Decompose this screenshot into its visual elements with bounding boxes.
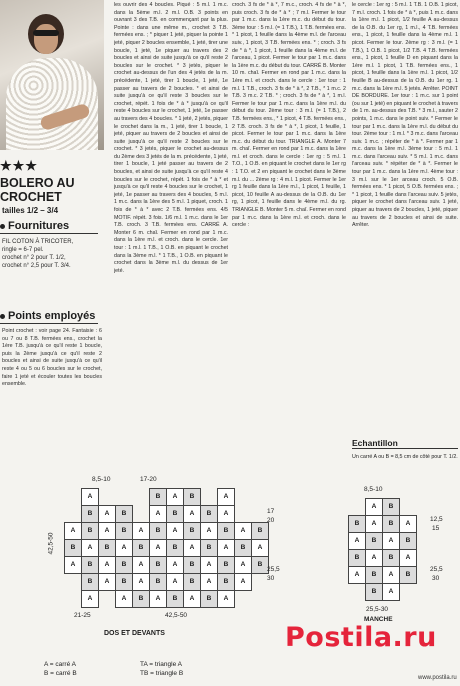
motif-square-a: A — [166, 488, 184, 506]
text-column-2: les ouvrir des 4 boucles. Piqué : 5 m.l. 1 m.c. dans la 5ème m.l. 2 m.l. O.B. 3 points en ouvrant 3 des T.B. en commençant par la plus. Pointe : dans une même m., crochet 3 T.B. fermées ens. ; * piquer 1 jeté, piquer la pointe 1 jeté, piquer 2 boucles ensemble, 1 jeté, tirer une boucle, 1 jeté, 1e piquer au travers des 2 boucles et ainsi de suite jusqu'à ce qu'il reste 2 boucles sur le crochet. * 3 jetés, piquer le crochet au-dessus de l'un des 4 jetés de la m. précédente, 1 jeté, tirer 1 boucle, 1 jeté, 1e passer au travers de 2 boucles. * et ainsi de suite jusqu'à ce qu'il reste 3 boucles sur le crochet, répét. 1 fois de * à * jusqu'à ce qu'il reste 4 boucles sur le crochet, 1 jeté, 1e passer au travers des 4 boucles. * 1 jeté, 2 jetés, piquer le crochet dans la m., 1 jeté, tirer 1 boucle, 1 jeté, piquer au travers de 2 boucles et ainsi de suite jusqu'à ce qu'il reste 2 boucles sur le crochet. * 3 jetés, piquer le crochet au-dessus du 2ème des 3 jetés de la m. précédente, 1 jeté, tirer 1 boucle, 1 jeté passer au travers de 2 boucles, et ainsi de suite jusqu'à ce qu'il reste 4 boucles sur le crochet, répét. 1 fois de * à * et jusqu'à ce qu'il reste 4 boucles sur le crochet, 1 jeté, 1e passer au travers des 4 boucles, 5 m.l. 1 m.c. dans la 1ère des 5 m.l. 1 piquet, croch. 1 fois de * à * avec 2 T.B. fermées ens. 4/5 MOTIF. répét. 3 fois. 1/6 m.l. 1 m.c. dans le 1er T.B. croch. 3 T.B. fermées ens. CARRÉ A. Monter 6 m. chaî. Fermer en rond par 1 m.c. dans la 1ère m.l. et croch. dans le cercle. 1er tour : 1 m.l. 1 T.B., 1 O.B. en piquant le crochet dans la 3ème m.l. * 1 T.B., 1 O.B. en piquant le crochet dans la 3ème m.l. du dessus de 1er jeté. — [114, 2, 228, 274]
motif-square-a: A — [365, 515, 383, 533]
motif-square-a: A — [81, 539, 99, 557]
page-tag: www.postila.ru — [418, 675, 457, 681]
motif-square-b: B — [348, 549, 366, 567]
legend-right — [140, 660, 183, 678]
motif-square-a: A — [200, 573, 218, 591]
motif-square-a: A — [183, 505, 201, 523]
bullet-icon — [0, 224, 5, 229]
motif-square-a: A — [183, 539, 201, 557]
motif-square-b: B — [81, 505, 99, 523]
motif-square-a: A — [166, 556, 184, 574]
legend-left — [44, 660, 77, 678]
motif-square-a: A — [98, 556, 116, 574]
motif-square-b: B — [382, 549, 400, 567]
motif-square-b: B — [81, 522, 99, 540]
motif-square-a: A — [200, 522, 218, 540]
motif-square-a: A — [183, 590, 201, 608]
motif-square-a: A — [98, 522, 116, 540]
motif-square-a: A — [115, 590, 133, 608]
fourniture-line: crochet n° 2,5 pour T. 3/4. — [2, 263, 71, 269]
fourniture-line: FIL COTON À TRICOTER, — [2, 239, 74, 245]
title-line-2: CROCHET — [0, 190, 62, 204]
motif-square-b: B — [166, 505, 184, 523]
motif-square-a: A — [81, 590, 99, 608]
motif-square-a: A — [200, 556, 218, 574]
dim-right-1: 17 — [267, 508, 275, 515]
motif-square-b: B — [365, 532, 383, 550]
motif-square-a: A — [149, 505, 167, 523]
motif-square-a: A — [166, 522, 184, 540]
motif-square-b: B — [115, 573, 133, 591]
motif-square-b: B — [382, 498, 400, 516]
sleeve-dim-right-1: 12,5 — [430, 516, 443, 523]
motif-square-b: B — [234, 539, 252, 557]
legend-item: TA = triangle A — [140, 661, 182, 668]
motif-square-a: A — [132, 556, 150, 574]
sleeve-dim-right-4: 30 — [432, 575, 440, 582]
motif-square-b: B — [217, 556, 235, 574]
motif-square-b: B — [132, 539, 150, 557]
motif-square-a: A — [348, 532, 366, 550]
motif-square-a: A — [64, 522, 82, 540]
motif-square-a: A — [98, 505, 116, 523]
motif-square-a: A — [382, 583, 400, 601]
dim-left: 42,5-50 — [47, 532, 55, 555]
dim-bottom-2: 42,5-50 — [165, 612, 188, 619]
motif-square-a: A — [399, 515, 417, 533]
motif-square-a: A — [64, 556, 82, 574]
motif-square-b: B — [115, 505, 133, 523]
fournitures-heading: Fournitures — [0, 220, 98, 234]
legend-item: TB = triangle B — [140, 670, 184, 677]
motif-square-b: B — [115, 556, 133, 574]
motif-square-b: B — [98, 539, 116, 557]
motif-square-b: B — [149, 522, 167, 540]
motif-square-b: B — [399, 566, 417, 584]
motif-square-b: B — [183, 556, 201, 574]
motif-square-b: B — [217, 573, 235, 591]
dim-right-3: 25,5 — [267, 566, 280, 573]
motif-square-b: B — [183, 573, 201, 591]
motif-square-a: A — [365, 549, 383, 567]
motif-square-b: B — [251, 556, 269, 574]
fournitures-list — [2, 238, 102, 270]
bullet-icon — [0, 314, 5, 319]
echantillon-text: Un carré A ou B = 8,5 cm de côté pour T. 1/2. — [352, 454, 458, 460]
motif-square-a: A — [98, 573, 116, 591]
motif-square-b: B — [81, 556, 99, 574]
text-column-3: croch. 3 fs de * à *, 7 m.c., croch. 4 fs de * à *, puis croch. 3 fs de * à * ; 7 m.l. Fermer le tour par 1 m.c. dans la 1ère m.c. du début du tour. 3ème tour : 5 m.l. (= 1 T.B.), 1 T.B. fermées ens. * 1 picot, 1 feuille dans la 4ème m.l. de l'arceau suiv., 1 picot, 3 T.B. fermées ens. * ; croch. 3 fs de * à *, 1 picot, 1 feuille dans la 4ème m.l. de l'arceau, 1 picot. Fermer le tour par 1 m.c. dans la 1ère m.c. du début du tour. CARRÉ B. Monter 10 m. chaî. Fermer en rond par 1 m.c. dans la 1ère m.l. et croch. dans le cercle : 1er tour : 1 m.l. 1 T.B., croch. 3 fs de * à *, 2 T.B., * 1 m.c. 2 T.B. 3 m.c. 2 T.B. * ; croch. 3 fs de * à *, 1 m.l. Fermer le tour par 1 m.c. dans la 1ère m.l. du début du tour. 2ème tour : 3 m.l. (= 1 T.B.), 2 T.B. fermées ens., * 1 picot, 4 T.B. fermées ens., 2 T.B. croch. 3 fs de * à *, 1 picot, 1 feuille, 1 picot. Fermer le tour par 1 m.c. dans la 1ère m.c. du début du tour. TRIANGLE A. Monter 7 m. chaî. Fermer en rond par 1 m.c. dans la 1ère m.l. et croch. dans le cercle : 1er rg : 5 m.l. 1 T.O., 1 O.B. en piquant le crochet dans le 1er rg : 1 T.O. et 2 en piquant le crochet dans le 3ème m.l. du ... 2ème rg : 4 m.l. 1 picot. Fermer le 1er rg 1 feuille dans la 1ère m.l., 1 picot, 1 feuille, 1 picot, 10 feuille A au-dessus de la O.B. du 1er rg, 1 picot, 1 feuille dans le 4ème m.l. du rg. TRIANGLE B. Monter 5 m. chaî. Fermer en rond par 1 m.c. dans la 1ère m.l. et croch. dans le cercle : — [232, 2, 346, 229]
sleeve-label: MANCHE — [364, 616, 393, 623]
pattern-title — [0, 176, 75, 204]
sleeve-dim-top: 8,5-10 — [364, 486, 383, 493]
motif-square-b: B — [81, 573, 99, 591]
fourniture-line: crochet n° 2 pour T. 1/2, — [2, 255, 66, 261]
fourniture-line: ringle = 6-7 pel. — [2, 247, 44, 253]
points-heading: Points employés — [0, 310, 98, 324]
points-text: Point crochet : voir page 24. Fantaisie : 6 ou 7 ou 8 T.B. fermées ens., crochet la 1ère T.B. jusqu'à ce qu'il reste 1 boucle, puis la 2ème jusqu'à ce qu'il reste 2 boucles et ainsi de suite jusqu'à ce qu'il reste 4 ou 5 ou 6 boucles sur le crochet, faire 1 jeté et écouler toutes les boucles ensemble. — [2, 328, 102, 388]
face — [34, 24, 58, 54]
motif-square-b: B — [166, 539, 184, 557]
motif-square-b: B — [200, 505, 218, 523]
motif-square-a: A — [382, 532, 400, 550]
legend-item: A = carré A — [44, 661, 76, 668]
motif-square-a: A — [217, 539, 235, 557]
watermark: Postila.ru — [285, 622, 437, 653]
motif-square-a: A — [217, 505, 235, 523]
title-line-1: BOLERO AU — [0, 176, 75, 190]
motif-square-b: B — [166, 590, 184, 608]
motif-square-b: B — [115, 522, 133, 540]
dim-top-2: 17-20 — [140, 476, 157, 483]
motif-square-a: A — [81, 488, 99, 506]
motif-square-a: A — [166, 573, 184, 591]
text-column-4: le cercle : 1er rg : 5 m.l. 1 T.B. 1 O.B. 1 picot, 7 m.l. croch. 1 fois de * à *, puis 1 m.c. dans la 1ère m.l. 1 picot, 1/2 feuille A au-dessus de la O.B. du 1er rg, 1 m.l., 4 T.B. fermées ens., 1 picot, 1 feuille dans la 4ème m.l. 1 picot. Fermer le tour. 2ème rg : 3 m.l. (= 1 T.B.), 1 O.B. 1 picot, 1/2 T.B. 4 T.B. fermées ens., 1 picot, 1 feuille D en piquant dans la 1ère m.l. 1 picot, 1 T.B. fermées ens., 1 picot, 1 feuille dans la 1ère m.l. 1 picot, 1/2 feuille B au-dessus de la O.B. du 1er rg. 1 m.c. dans la 1ère m.l. 5 jetés. Arrêter. POINT DE BORDURE. 1er tour : 1 m.c. sur 1 point (ou sur 1 jeté) en piquant le crochet à travers de 1 m. au-dessus des T.B. * 3 m.l., sauter 2 points, 1 m.c. dans le point suiv. * Fermer le tour par 1 m.c. dans la 1ère m.l. du début du tour. 2ème tour : 1 m.l. * 3 m.c. dans l'arceau suiv. 1 m.c. ; répéter de * à *. Fermer par 1 m.c. dans la 1ère m.l. 3ème tour : 5 m.l. 1 m.c. dans l'arceau suiv. * 5 m.l. 1 m.c. dans l'arceau suiv. * répéter de * à *. Fermer le tour par 1 m.c. dans la 1ère m.l. 4ème tour : 3 m.l. sur le 1er arceau croch. 5 O.B. fermées ens. * 1 picot, 5 O.B. fermées ens. ; * 1 picot, 1 feuille dans l'arceau suiv. 5 jetés, piquer le crochet dans l'arceau suiv. 1 jeté, piquer au travers de 2 boucles, 1 jeté, piquer au travers de 2 boucles et ainsi de suite. Arrêter. — [352, 2, 458, 229]
motif-square-a: A — [132, 573, 150, 591]
difficulty-stars: ★★★ — [0, 158, 38, 173]
dim-top-1: 8,5-10 — [92, 476, 111, 483]
motif-square-a: A — [399, 549, 417, 567]
motif-square-a: A — [149, 539, 167, 557]
motif-square-a: A — [149, 590, 167, 608]
motif-square-b: B — [382, 515, 400, 533]
motif-square-b: B — [149, 488, 167, 506]
motif-square-b: B — [149, 573, 167, 591]
sleeve-dim-bottom: 25,5-30 — [366, 606, 389, 613]
sleeve-dim-right-2: 15 — [432, 525, 440, 532]
dim-right-2: 20 — [267, 517, 275, 524]
motif-square-b: B — [365, 566, 383, 584]
motif-square-a: A — [217, 590, 235, 608]
motif-square-b: B — [200, 590, 218, 608]
motif-square-b: B — [217, 522, 235, 540]
motif-square-b: B — [149, 556, 167, 574]
schematic-label: DOS ET DEVANTS — [104, 630, 165, 637]
motif-square-a: A — [382, 566, 400, 584]
motif-square-a: A — [234, 522, 252, 540]
sleeve-dim-right-3: 25,5 — [430, 566, 443, 573]
motif-square-b: B — [64, 539, 82, 557]
motif-square-b: B — [183, 522, 201, 540]
legend-item: B = carré B — [44, 670, 77, 677]
sunglasses — [33, 30, 59, 36]
model-photo — [0, 0, 104, 150]
motif-square-b: B — [183, 488, 201, 506]
motif-square-a: A — [234, 556, 252, 574]
motif-square-b: B — [365, 583, 383, 601]
motif-square-a: A — [234, 573, 252, 591]
motif-square-a: A — [348, 566, 366, 584]
motif-square-b: B — [132, 590, 150, 608]
motif-square-a: A — [365, 498, 383, 516]
motif-square-a: A — [115, 539, 133, 557]
motif-square-a: A — [217, 488, 235, 506]
sizes-label: tailles 1/2 – 3/4 — [2, 206, 59, 215]
motif-square-b: B — [251, 522, 269, 540]
motif-square-a: A — [251, 539, 269, 557]
motif-square-b: B — [348, 515, 366, 533]
motif-square-b: B — [200, 539, 218, 557]
dim-bottom-1: 21-25 — [74, 612, 91, 619]
motif-square-b: B — [399, 532, 417, 550]
motif-square-a: A — [132, 522, 150, 540]
dim-right-4: 30 — [267, 575, 275, 582]
echantillon-heading: Echantillon — [352, 438, 458, 449]
